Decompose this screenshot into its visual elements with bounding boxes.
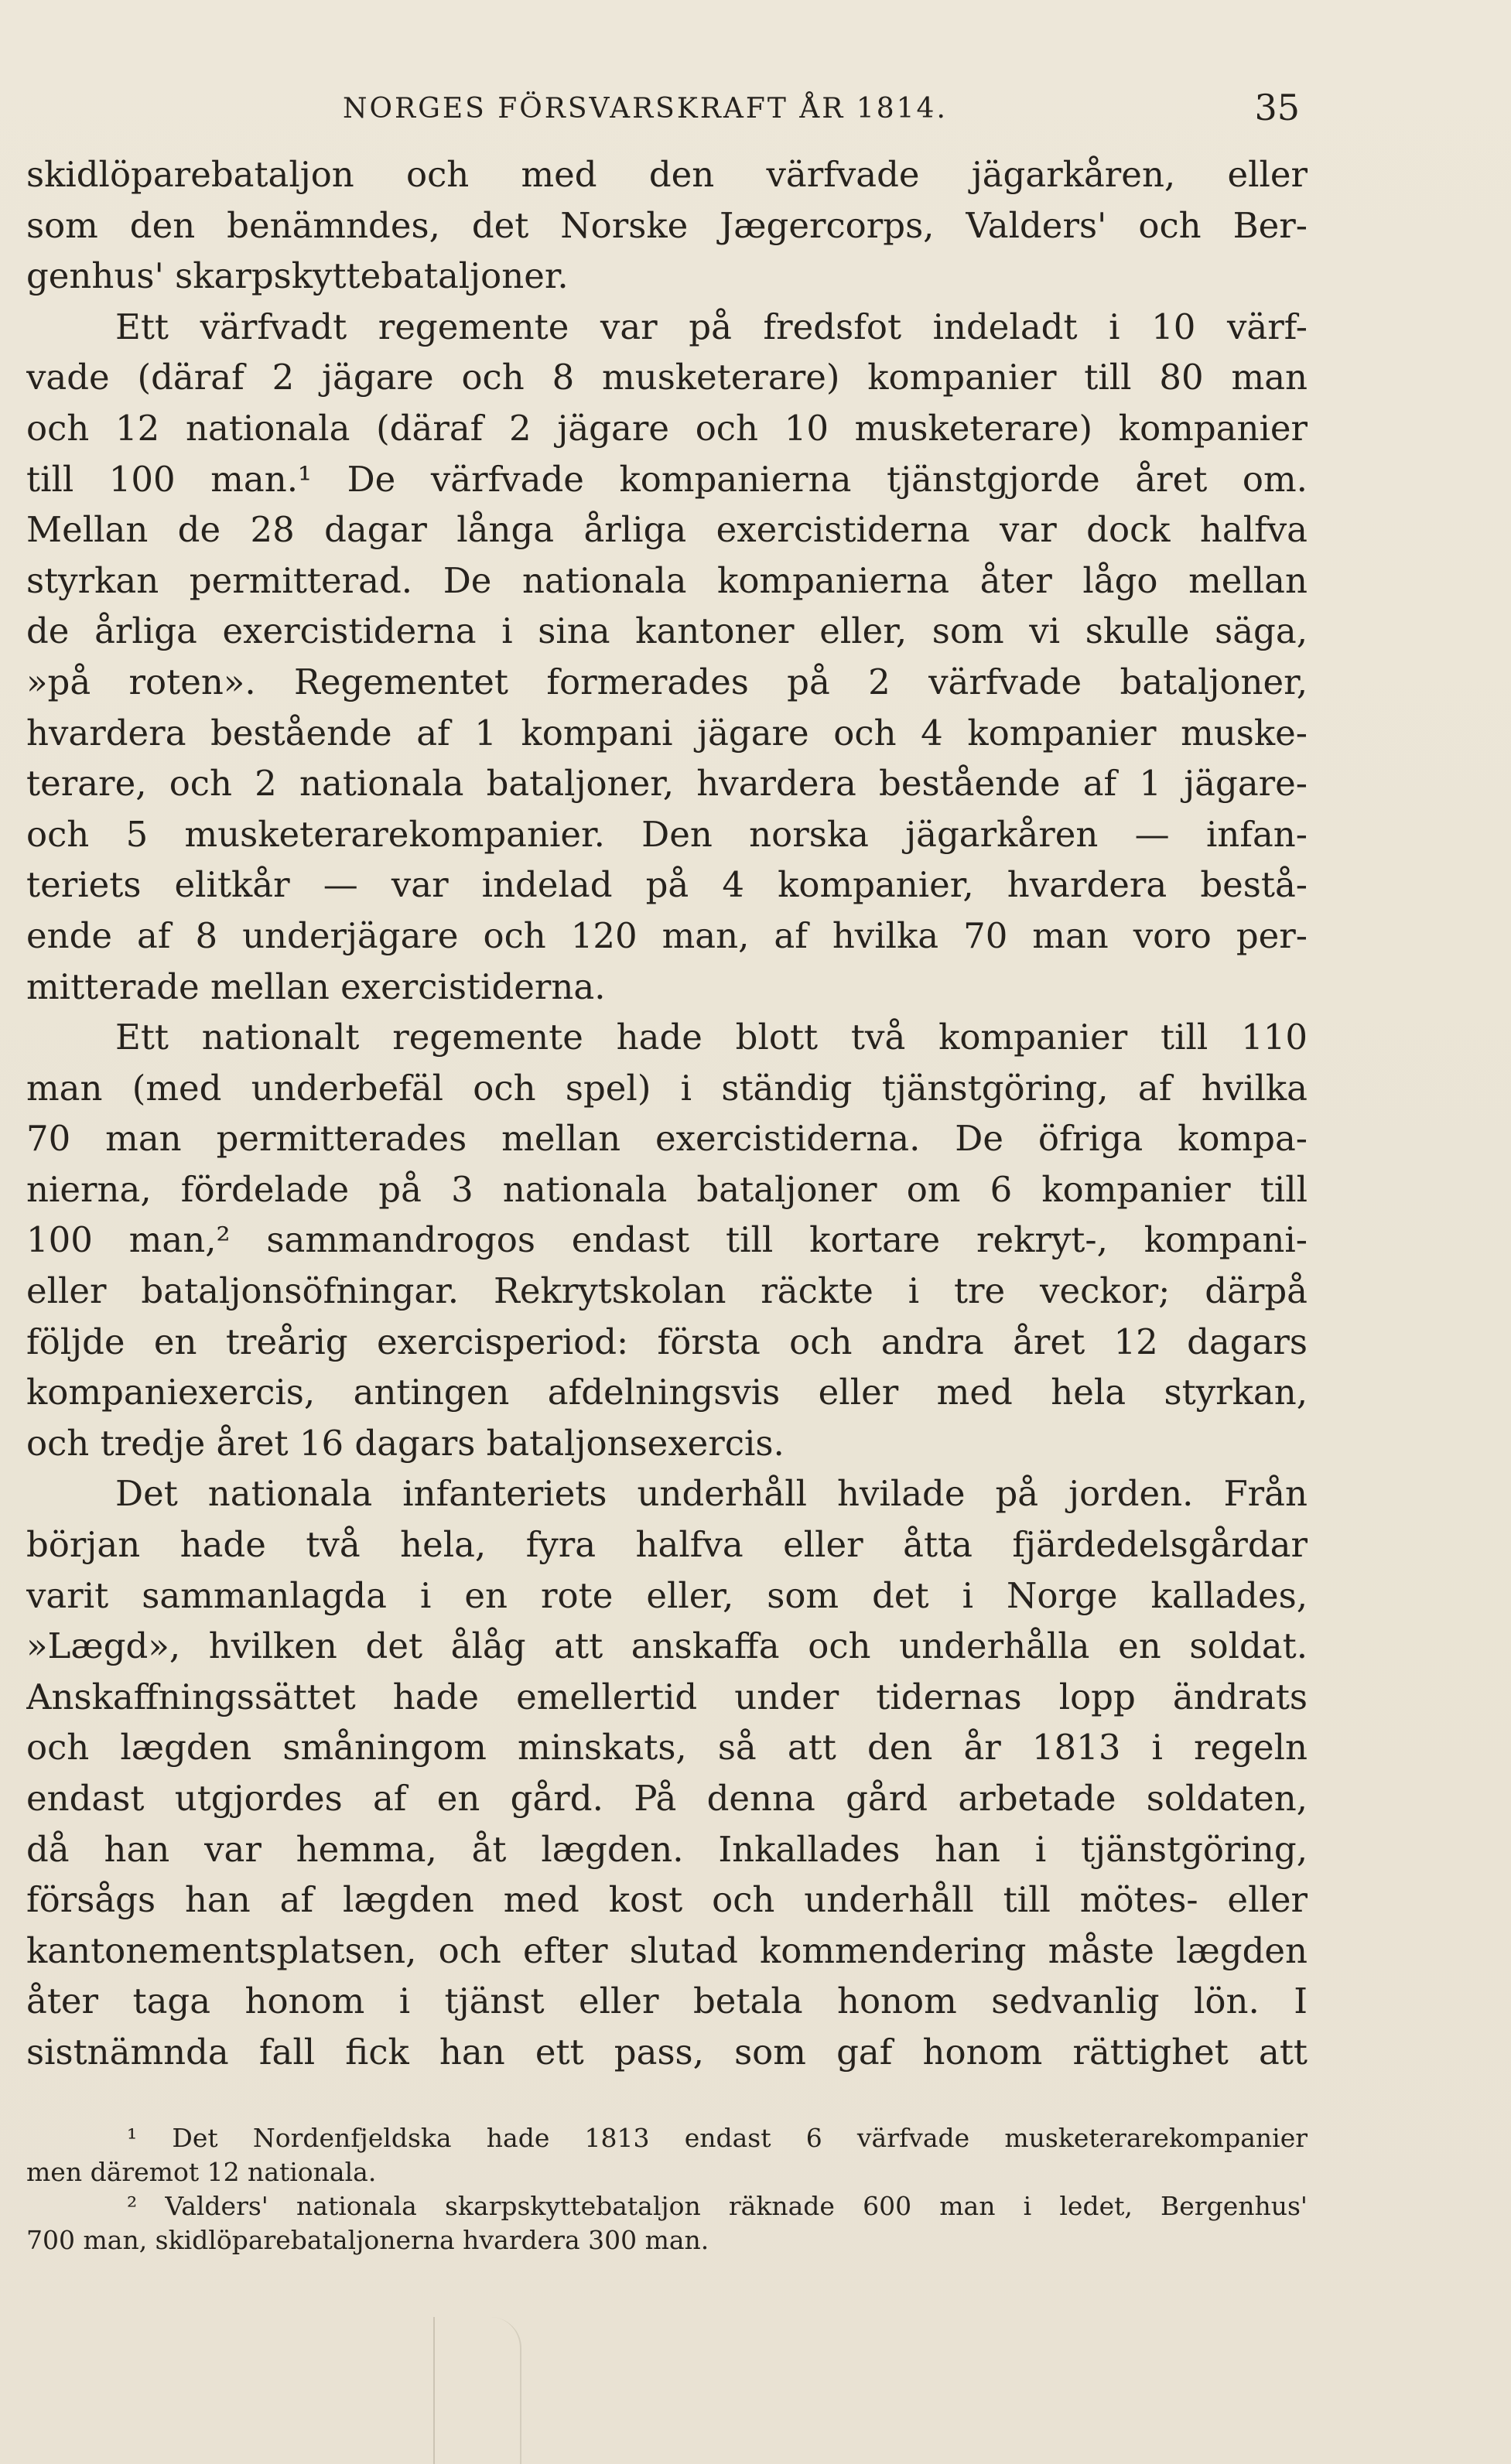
page-number: 35 — [1254, 87, 1300, 128]
text-line: terare, och 2 nationala bataljoner, hvardera bestående af 1 jägare- — [26, 763, 1308, 805]
page-header — [31, 87, 1300, 133]
text-line: skidlöparebataljon och med den värfvade jägarkåren, eller — [26, 154, 1308, 195]
text-line: styrkan permitterad. De nationala kompanierna åter lågo mellan — [26, 559, 1308, 601]
paper-blemish — [433, 2317, 521, 2464]
text-line: kompaniexercis, antingen afdelningsvis eller med hela styrkan, — [26, 1372, 1308, 1413]
text-line: Ett nationalt regemente hade blott två kompanier till 110 — [115, 1017, 1308, 1058]
text-line: början hade två hela, fyra halfva eller åtta fjärdedelsgårdar — [26, 1524, 1308, 1566]
running-head: NORGES FÖRSVARSKRAFT ÅR 1814. — [343, 93, 948, 125]
text-line: 70 man permitterades mellan exercistiderna. De öfriga kompa- — [26, 1118, 1308, 1160]
footnote-line: men däremot 12 nationala. — [26, 2157, 377, 2187]
footnotes — [26, 2121, 1308, 2257]
text-line: sistnämnda fall fick han ett pass, som gaf honom rättighet att — [26, 2031, 1308, 2073]
text-line: och 5 musketerarekompanier. Den norska jägarkåren — infan- — [26, 813, 1308, 855]
text-line: och 12 nationala (däraf 2 jägare och 10 musketerare) kompanier — [26, 407, 1308, 449]
text-line: och tredje året 16 dagars bataljonsexercis. — [26, 1422, 785, 1464]
body-text — [26, 149, 1308, 2078]
text-line: endast utgjordes af en gård. På denna gård arbetade soldaten, — [26, 1778, 1308, 1819]
text-line: mitterade mellan exercistiderna. — [26, 965, 606, 1007]
text-line: Det nationala infanteriets underhåll hvilade på jorden. Från — [115, 1473, 1308, 1515]
text-line: Ett värfvadt regemente var på fredsfot indeladt i 10 värf- — [115, 306, 1308, 347]
footnote-line: ¹ Det Nordenfjeldska hade 1813 endast 6 värfvade musketerarekompanier — [127, 2123, 1308, 2153]
text-line: vade (däraf 2 jägare och 8 musketerare) kompanier till 80 man — [26, 357, 1308, 398]
text-line: man (med underbefäl och spel) i ständig tjänstgöring, af hvilka — [26, 1067, 1308, 1109]
text-line: Anskaffningssättet hade emellertid under tidernas lopp ändrats — [26, 1676, 1308, 1717]
text-line: eller bataljonsöfningar. Rekrytskolan räckte i tre veckor; därpå — [26, 1270, 1308, 1312]
text-line: som den benämndes, det Norske Jægercorps, Valders' och Ber- — [26, 204, 1308, 246]
text-line: försågs han af lægden med kost och underhåll till mötes- eller — [26, 1879, 1308, 1921]
text-line: genhus' skarpskyttebataljoner. — [26, 255, 569, 297]
text-line: Mellan de 28 dagar långa årliga exercistiderna var dock halfva — [26, 509, 1308, 551]
text-line: 100 man,² sammandrogos endast till kortare rekryt-, kompani- — [26, 1219, 1308, 1261]
text-line: följde en treårig exercisperiod: första och andra året 12 dagars — [26, 1321, 1308, 1362]
text-line: de årliga exercistiderna i sina kantoner eller, som vi skulle säga, — [26, 610, 1308, 652]
text-line: hvardera bestående af 1 kompani jägare och 4 kompanier muske- — [26, 712, 1308, 754]
text-line: kantonementsplatsen, och efter slutad kommendering måste lægden — [26, 1929, 1308, 1971]
text-line: nierna, fördelade på 3 nationala bataljoner om 6 kompanier till — [26, 1168, 1308, 1210]
footnote-line: 700 man, skidlöparebataljonerna hvardera 300 man. — [26, 2225, 709, 2255]
text-line: till 100 man.¹ De värfvade kompanierna tjänstgjorde året om. — [26, 458, 1308, 500]
text-line: och lægden småningom minskats, så att den år 1813 i regeln — [26, 1727, 1308, 1769]
footnote-line: ² Valders' nationala skarpskyttebataljon räknade 600 man i ledet, Bergenhus' — [127, 2191, 1308, 2221]
text-line: »Lægd», hvilken det ålåg att anskaffa och underhålla en soldat. — [26, 1625, 1308, 1667]
text-line: varit sammanlagda i en rote eller, som det i Norge kallades, — [26, 1574, 1308, 1616]
text-line: teriets elitkår — var indelad på 4 kompanier, hvardera bestå- — [26, 864, 1308, 906]
text-line: åter taga honom i tjänst eller betala honom sedvanlig lön. I — [26, 1980, 1308, 2022]
text-line: ende af 8 underjägare och 120 man, af hvilka 70 man voro per- — [26, 914, 1308, 956]
text-line: »på roten». Regementet formerades på 2 värfvade bataljoner, — [26, 661, 1308, 702]
text-line: då han var hemma, åt lægden. Inkallades han i tjänstgöring, — [26, 1828, 1308, 1870]
